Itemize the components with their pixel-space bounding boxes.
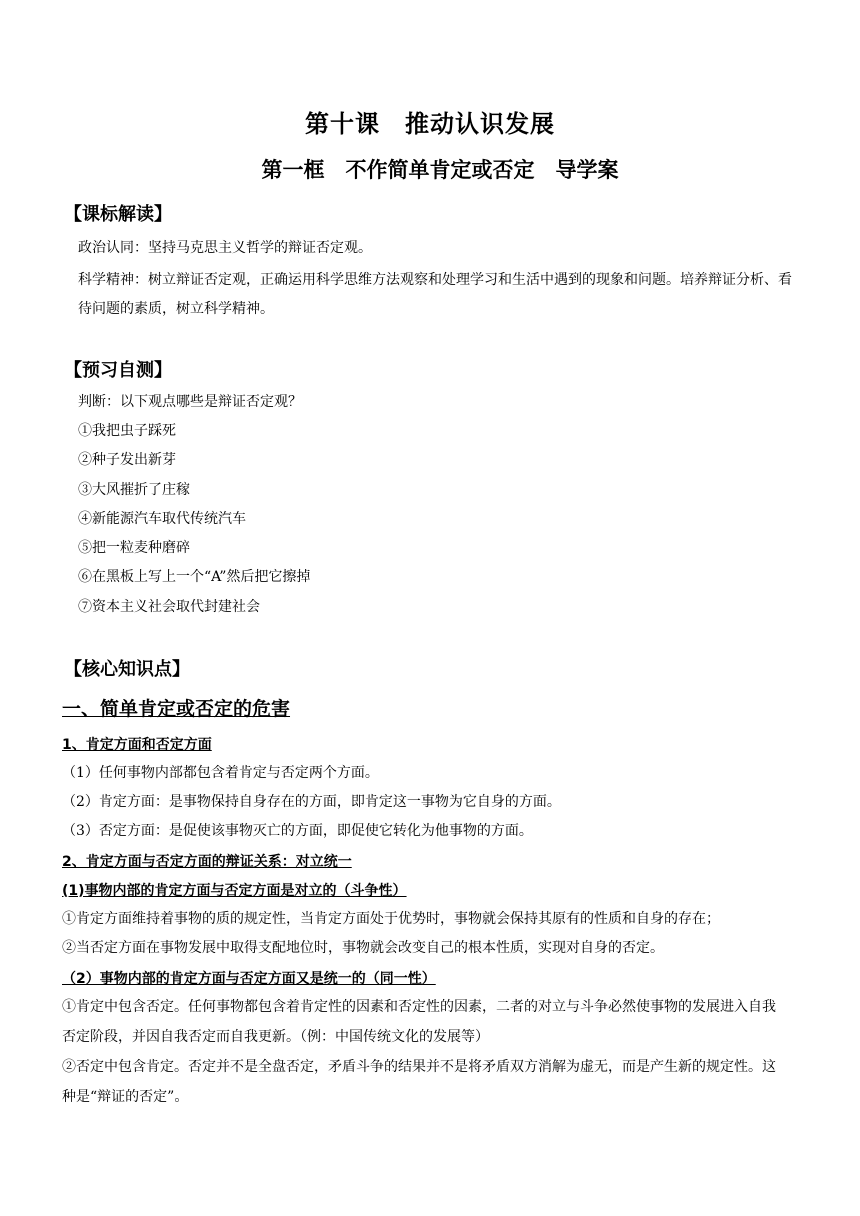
subheading-aspects: 1、肯定方面和否定方面 <box>62 737 212 753</box>
body-line: ②当否定方面在事物发展中取得支配地位时，事物就会改变自己的根本性质，实现对自身的否定。 <box>62 940 664 956</box>
yuxi-item: ④新能源汽车取代传统汽车 <box>78 511 246 527</box>
kebiao-scientific: 科学精神：树立辩证否定观，正确运用科学思维方法观察和处理学习和生活中遇到的现象和问题。培养辩证分析、看待问题的素质，树立科学精神。 <box>78 272 792 317</box>
section-yuxi-heading: 【预习自测】 <box>64 360 172 381</box>
body-paragraph: ①肯定中包含否定。任何事物都包含着肯定性的因素和否定性的因素，二者的对立与斗争必然使事物的发展进入自我否定阶段，并因自我否定而自我更新。（例：中国传统文化的发展等） <box>62 999 776 1045</box>
yuxi-item: ⑥在黑板上写上一个“A”然后把它擦掉 <box>78 569 311 585</box>
yuxi-item: ①我把虫子踩死 <box>78 423 176 439</box>
subheading-opposition: (1)事物内部的肯定方面与否定方面是对立的（斗争性） <box>62 883 407 899</box>
body-line: （1）任何事物内部都包含着肯定与否定两个方面。 <box>62 765 379 781</box>
yuxi-item: ⑦资本主义社会取代封建社会 <box>78 599 260 615</box>
subheading-relation: 2、肯定方面与否定方面的辩证关系：对立统一 <box>62 854 352 870</box>
yuxi-question: 判断：以下观点哪些是辩证否定观？ <box>78 394 302 410</box>
section-kebiao-heading: 【课标解读】 <box>64 204 172 225</box>
kebiao-political: 政治认同：坚持马克思主义哲学的辩证否定观。 <box>78 240 372 256</box>
body-line: （2）肯定方面：是事物保持自身存在的方面，即肯定这一事物为它自身的方面。 <box>62 794 561 810</box>
body-paragraph: ②否定中包含肯定。否定并不是全盘否定，矛盾斗争的结果并不是将矛盾双方消解为虚无，而是产生新的规定性。这种是“辩证的否定”。 <box>62 1059 776 1105</box>
body-line: ①肯定方面维持着事物的质的规定性，当肯定方面处于优势时，事物就会保持其原有的性质和自身的存在； <box>62 911 720 927</box>
yuxi-item: ②种子发出新芽 <box>78 452 176 468</box>
subheading-unity: （2）事物内部的肯定方面与否定方面又是统一的（同一性） <box>62 971 436 987</box>
lesson-subtitle: 第一框 不作简单肯定或否定 导学案 <box>261 158 619 182</box>
yuxi-item: ③大风摧折了庄稼 <box>78 482 190 498</box>
section-hexin-heading: 【核心知识点】 <box>64 659 190 680</box>
lesson-title: 第十课 推动认识发展 <box>305 110 555 138</box>
heading-harm: 一、简单肯定或否定的危害 <box>62 698 291 720</box>
body-line: （3）否定方面：是促使该事物灭亡的方面，即促使它转化为他事物的方面。 <box>62 823 533 839</box>
yuxi-item: ⑤把一粒麦种磨碎 <box>78 540 190 556</box>
